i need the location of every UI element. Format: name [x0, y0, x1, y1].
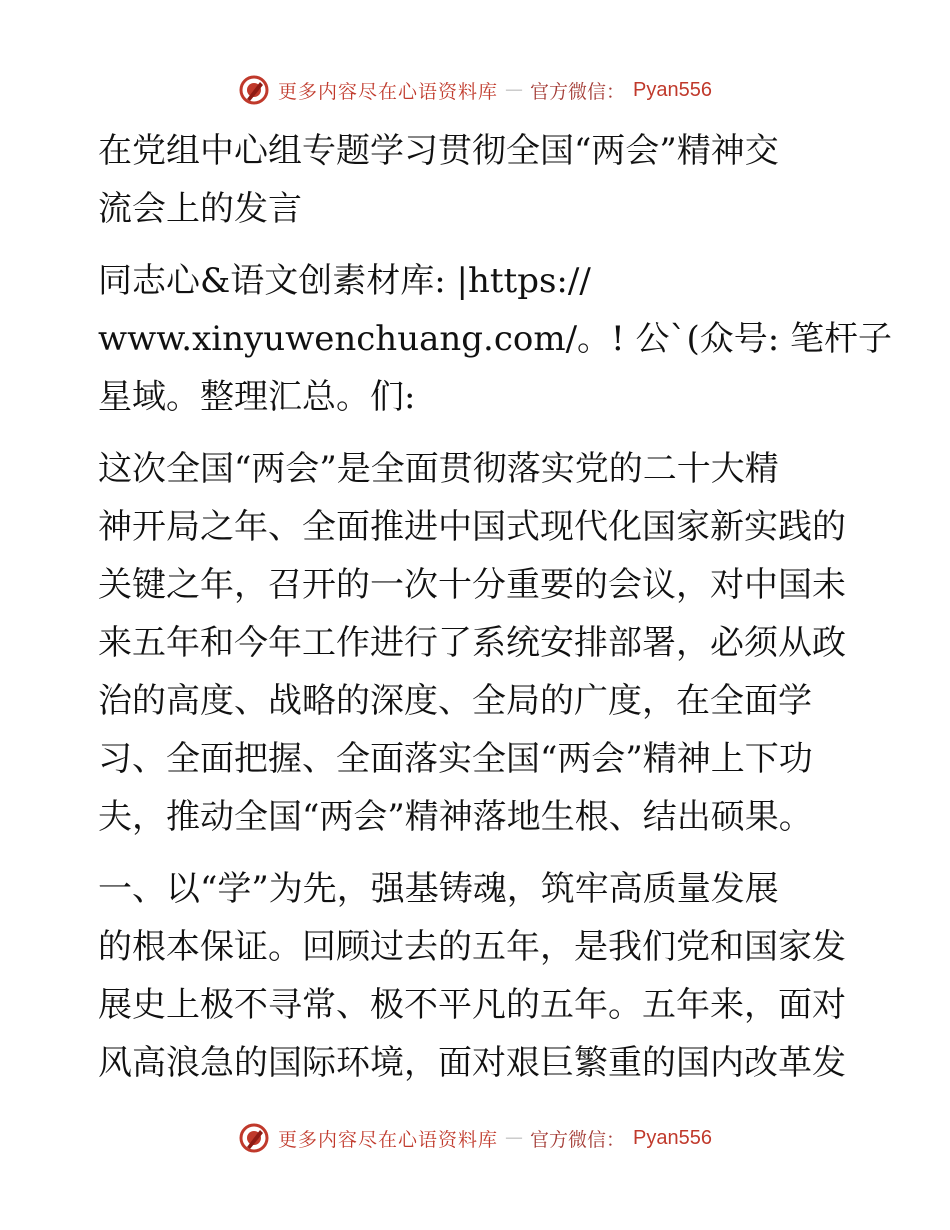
pen-circle-logo-icon [238, 1122, 270, 1154]
pen-circle-logo-icon [238, 74, 270, 106]
watermark-handle: Pyan556 [633, 78, 712, 101]
watermark-brand: 更多内容尽在心语资料库 [278, 80, 499, 103]
paragraph-line: 展史上极不寻常、极不平凡的五年。五年来，面对 [98, 985, 846, 1025]
document-body [98, 122, 893, 1106]
section-one-paragraph [98, 860, 850, 1092]
paragraph-line: 治的高度、战略的深度、全局的广度，在全面学 [98, 681, 812, 721]
watermark-official: 官方微信： [530, 1128, 626, 1151]
paragraph-line: 一、以“学”为先，强基铸魂，筑牢高质量发展 [98, 869, 779, 909]
watermark-brand: 更多内容尽在心语资料库 [278, 1128, 499, 1151]
watermark-dash: — [506, 81, 523, 98]
watermark-dash: — [506, 1129, 523, 1146]
salutation-line: 星域。整理汇总。们: [98, 377, 416, 417]
header-watermark [0, 70, 950, 110]
document-title [98, 122, 850, 238]
title-line: 流会上的发言 [98, 189, 302, 229]
paragraph-line: 来五年和今年工作进行了系统安排部署，必须从政 [98, 623, 846, 663]
paragraph-line: 风高浪急的国际环境，面对艰巨繁重的国内改革发 [98, 1043, 846, 1083]
paragraph-line: 的根本保证。回顾过去的五年，是我们党和国家发 [98, 927, 846, 967]
watermark-official: 官方微信： [530, 80, 626, 103]
paragraph-line: 神开局之年、全面推进中国式现代化国家新实践的 [98, 507, 846, 547]
salutation-line: 同志心&语文创素材库: |https:// [98, 261, 591, 301]
watermark-handle: Pyan556 [633, 1126, 712, 1149]
salutation-paragraph [98, 252, 893, 426]
title-line: 在党组中心组专题学习贯彻全国“两会”精神交 [98, 131, 779, 171]
paragraph-line: 习、全面把握、全面落实全国“两会”精神上下功 [98, 739, 813, 779]
paragraph-line: 关键之年，召开的一次十分重要的会议，对中国未 [98, 565, 846, 605]
footer-watermark [0, 1118, 950, 1158]
intro-paragraph [98, 440, 850, 846]
salutation-line: www.xinyuwenchuang.com/。! 公`(众号: 笔杆子 [98, 319, 893, 359]
paragraph-line: 夫，推动全国“两会”精神落地生根、结出硕果。 [98, 797, 813, 837]
paragraph-line: 这次全国“两会”是全面贯彻落实党的二十大精 [98, 449, 779, 489]
